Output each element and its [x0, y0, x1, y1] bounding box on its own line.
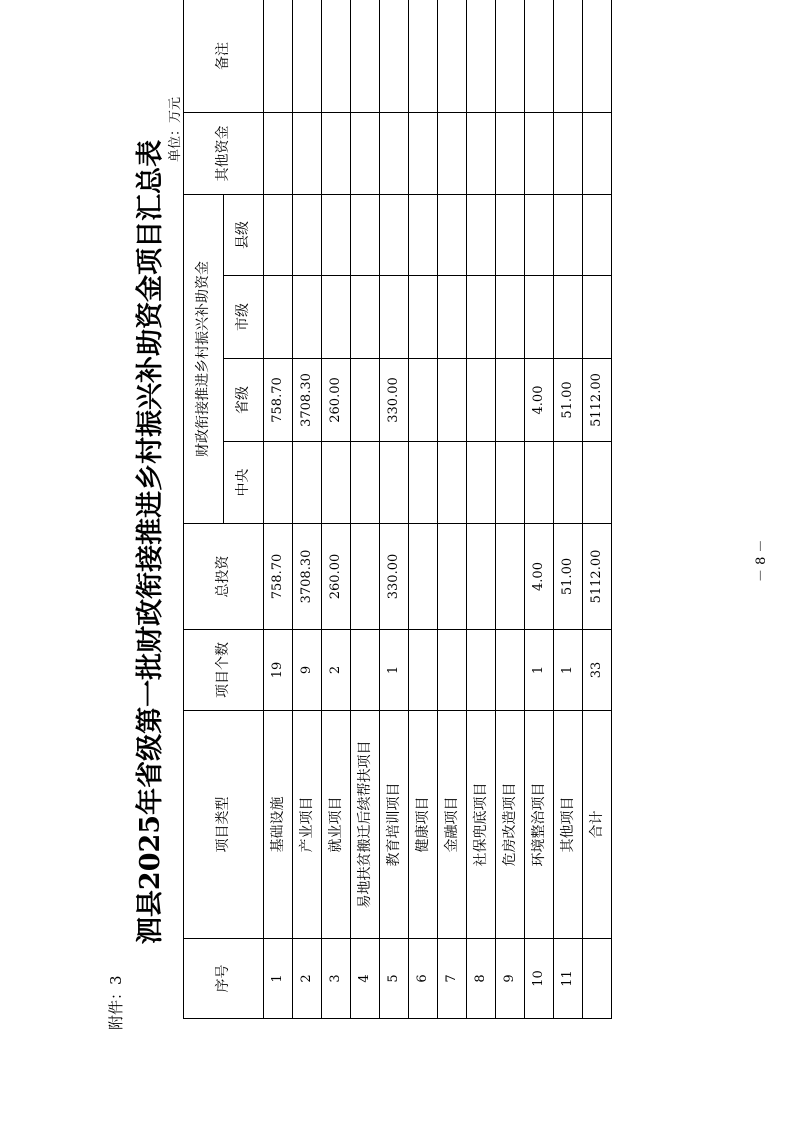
- cell-count: 1: [554, 630, 583, 711]
- cell-total: 5112.00: [583, 524, 612, 630]
- cell-index: 4: [351, 939, 380, 1019]
- cell-city: [583, 276, 612, 359]
- cell-province: 260.00: [322, 359, 351, 442]
- cell-remark: [525, 0, 554, 113]
- cell-remark: [293, 0, 322, 113]
- cell-count: [496, 630, 525, 711]
- cell-remark: [351, 0, 380, 113]
- cell-count: 2: [322, 630, 351, 711]
- cell-index: 3: [322, 939, 351, 1019]
- cell-county: [438, 195, 467, 276]
- cell-county: [496, 195, 525, 276]
- header-index: 序号: [184, 939, 264, 1019]
- cell-other: [496, 113, 525, 195]
- cell-type: 金融项目: [438, 711, 467, 939]
- cell-type: 其他项目: [554, 711, 583, 939]
- header-total: 总投资: [184, 524, 264, 630]
- cell-index: [583, 939, 612, 1019]
- cell-type: 健康项目: [409, 711, 438, 939]
- cell-total: [496, 524, 525, 630]
- cell-province: 4.00: [525, 359, 554, 442]
- cell-province: 3708.30: [293, 359, 322, 442]
- cell-province: 51.00: [554, 359, 583, 442]
- cell-province: 330.00: [380, 359, 409, 442]
- header-other: 其他资金: [184, 113, 264, 195]
- cell-count: [351, 630, 380, 711]
- cell-city: [293, 276, 322, 359]
- cell-index: 2: [293, 939, 322, 1019]
- cell-index: 5: [380, 939, 409, 1019]
- cell-total: [438, 524, 467, 630]
- cell-other: [438, 113, 467, 195]
- cell-total: [467, 524, 496, 630]
- summary-table: [183, 0, 612, 1019]
- cell-county: [554, 195, 583, 276]
- cell-remark: [409, 0, 438, 113]
- header-central: 中央: [224, 442, 264, 524]
- cell-type: 教育培训项目: [380, 711, 409, 939]
- table-row: [496, 0, 525, 1019]
- cell-county: [322, 195, 351, 276]
- cell-central: [409, 442, 438, 524]
- cell-index: 11: [554, 939, 583, 1019]
- cell-type: 基础设施: [264, 711, 293, 939]
- cell-remark: [554, 0, 583, 113]
- cell-city: [554, 276, 583, 359]
- cell-county: [380, 195, 409, 276]
- header-fund-group: 财政衔接推进乡村振兴补助资金: [184, 195, 224, 524]
- cell-county: [467, 195, 496, 276]
- cell-central: [264, 442, 293, 524]
- header-count: 项目个数: [184, 630, 264, 711]
- table-row: [264, 0, 293, 1019]
- cell-other: [525, 113, 554, 195]
- cell-city: [438, 276, 467, 359]
- cell-other: [322, 113, 351, 195]
- cell-count: [438, 630, 467, 711]
- cell-central: [293, 442, 322, 524]
- total-row: [583, 0, 612, 1019]
- cell-central: [438, 442, 467, 524]
- cell-other: [264, 113, 293, 195]
- header-county: 县级: [224, 195, 264, 276]
- cell-total: [351, 524, 380, 630]
- cell-remark: [467, 0, 496, 113]
- header-remark: 备注: [184, 0, 264, 113]
- cell-county: [351, 195, 380, 276]
- cell-county: [525, 195, 554, 276]
- cell-other: [554, 113, 583, 195]
- cell-type: 危房改造项目: [496, 711, 525, 939]
- cell-index: 7: [438, 939, 467, 1019]
- cell-index: 1: [264, 939, 293, 1019]
- cell-central: [380, 442, 409, 524]
- cell-total: 51.00: [554, 524, 583, 630]
- cell-other: [351, 113, 380, 195]
- cell-central: [322, 442, 351, 524]
- cell-index: 6: [409, 939, 438, 1019]
- cell-province: [438, 359, 467, 442]
- cell-total: 4.00: [525, 524, 554, 630]
- cell-province: [409, 359, 438, 442]
- header-city: 市级: [224, 276, 264, 359]
- table-row: [322, 0, 351, 1019]
- cell-other: [380, 113, 409, 195]
- cell-count: 1: [380, 630, 409, 711]
- cell-type: 环境整治项目: [525, 711, 554, 939]
- cell-total: 758.70: [264, 524, 293, 630]
- cell-central: [554, 442, 583, 524]
- table-row: [351, 0, 380, 1019]
- cell-remark: [583, 0, 612, 113]
- cell-other: [409, 113, 438, 195]
- table-row: [554, 0, 583, 1019]
- cell-index: 8: [467, 939, 496, 1019]
- cell-county: [583, 195, 612, 276]
- cell-remark: [496, 0, 525, 113]
- cell-count: [409, 630, 438, 711]
- cell-city: [467, 276, 496, 359]
- cell-type: 易地扶贫搬迁后续帮扶项目: [351, 711, 380, 939]
- cell-remark: [380, 0, 409, 113]
- cell-remark: [322, 0, 351, 113]
- header-type: 项目类型: [184, 711, 264, 939]
- table-row: [380, 0, 409, 1019]
- cell-other: [293, 113, 322, 195]
- cell-total: 3708.30: [293, 524, 322, 630]
- cell-count: 9: [293, 630, 322, 711]
- cell-central: [467, 442, 496, 524]
- cell-index: 9: [496, 939, 525, 1019]
- cell-count: 1: [525, 630, 554, 711]
- cell-index: 10: [525, 939, 554, 1019]
- cell-count: [467, 630, 496, 711]
- cell-city: [322, 276, 351, 359]
- cell-total: 330.00: [380, 524, 409, 630]
- cell-type: 社保兜底项目: [467, 711, 496, 939]
- table-row: [525, 0, 554, 1019]
- cell-city: [264, 276, 293, 359]
- page-number: － 8 －: [754, 539, 769, 582]
- cell-remark: [438, 0, 467, 113]
- table-row: [409, 0, 438, 1019]
- table-row: [467, 0, 496, 1019]
- cell-city: [380, 276, 409, 359]
- cell-city: [496, 276, 525, 359]
- table-row: [293, 0, 322, 1019]
- cell-province: [496, 359, 525, 442]
- cell-central: [583, 442, 612, 524]
- cell-count: 33: [583, 630, 612, 711]
- cell-other: [467, 113, 496, 195]
- header-province: 省级: [224, 359, 264, 442]
- cell-province: 5112.00: [583, 359, 612, 442]
- unit-label: 单位：万元: [168, 96, 183, 162]
- cell-province: 758.70: [264, 359, 293, 442]
- cell-remark: [264, 0, 293, 113]
- cell-province: [467, 359, 496, 442]
- cell-type: 就业项目: [322, 711, 351, 939]
- cell-city: [351, 276, 380, 359]
- cell-total: 260.00: [322, 524, 351, 630]
- cell-central: [496, 442, 525, 524]
- cell-other: [583, 113, 612, 195]
- cell-county: [293, 195, 322, 276]
- cell-type: 合计: [583, 711, 612, 939]
- cell-total: [409, 524, 438, 630]
- cell-count: 19: [264, 630, 293, 711]
- cell-city: [525, 276, 554, 359]
- cell-county: [264, 195, 293, 276]
- page-title: 泗县2025年省级第一批财政衔接推进乡村振兴补助资金项目汇总表: [135, 139, 166, 945]
- cell-type: 产业项目: [293, 711, 322, 939]
- cell-central: [525, 442, 554, 524]
- cell-province: [351, 359, 380, 442]
- table-row: [438, 0, 467, 1019]
- attachment-label: 附件：3: [107, 975, 125, 1030]
- cell-central: [351, 442, 380, 524]
- cell-county: [409, 195, 438, 276]
- cell-city: [409, 276, 438, 359]
